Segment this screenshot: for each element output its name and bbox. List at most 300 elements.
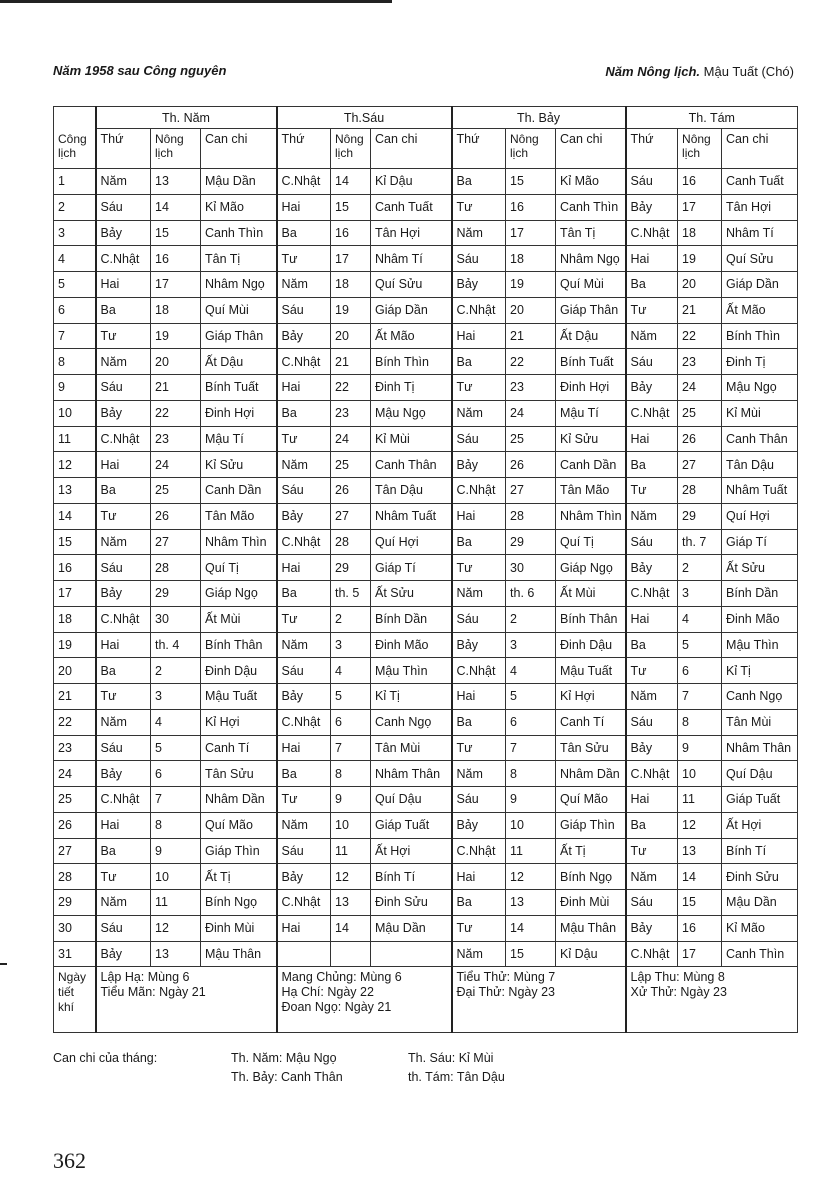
lunar-day: 23 [678, 349, 722, 375]
can-chi: Nhâm Thân [722, 735, 798, 761]
can-chi: Kỉ Mùi [371, 426, 452, 452]
can-chi: Mậu Thân [201, 941, 277, 967]
can-chi: Giáp Ngọ [201, 581, 277, 607]
table-row [54, 941, 798, 967]
day-number: 2 [54, 194, 96, 220]
lunar-day: 27 [151, 529, 201, 555]
weekday: Bảy [96, 220, 151, 246]
weekday: Hai [626, 787, 678, 813]
lunar-day: th. 4 [151, 632, 201, 658]
lunar-day: 15 [506, 941, 556, 967]
weekday: Sáu [96, 555, 151, 581]
can-chi: Đinh Tị [722, 349, 798, 375]
can-chi: Kỉ Dậu [556, 941, 626, 967]
can-chi: Tân Mão [201, 503, 277, 529]
can-chi: Canh Dần [556, 452, 626, 478]
can-chi: Tân Dậu [722, 452, 798, 478]
lunar-day: 24 [331, 426, 371, 452]
weekday: Năm [277, 452, 331, 478]
weekday: Tư [452, 194, 506, 220]
day-number: 18 [54, 606, 96, 632]
lunar-day: 22 [506, 349, 556, 375]
lunar-day: 19 [331, 297, 371, 323]
lunar-day: 2 [506, 606, 556, 632]
lunar-day: 17 [151, 272, 201, 298]
lunar-day: th. 6 [506, 581, 556, 607]
table-row [54, 555, 798, 581]
can-chi: Mậu Tuất [201, 684, 277, 710]
weekday: Ba [626, 272, 678, 298]
footer-item-month-5: Th. Năm: Mậu Ngọ [231, 1051, 337, 1065]
lunar-year-value: Mậu Tuất (Chó) [703, 64, 794, 79]
weekday: C.Nhật [452, 297, 506, 323]
lunar-day: 13 [506, 890, 556, 916]
weekday: Năm [96, 349, 151, 375]
can-chi: Ất Tị [556, 838, 626, 864]
day-number: 17 [54, 581, 96, 607]
weekday: Sáu [452, 426, 506, 452]
weekday: Tư [96, 503, 151, 529]
can-chi: Quí Sửu [722, 246, 798, 272]
lunar-day: 6 [331, 709, 371, 735]
solar-terms-cell [452, 967, 626, 1033]
solar-terms-cell [277, 967, 452, 1033]
weekday: Sáu [452, 246, 506, 272]
weekday: Tư [626, 478, 678, 504]
day-number: 1 [54, 169, 96, 195]
can-chi: Mậu Ngọ [722, 375, 798, 401]
weekday: Ba [277, 400, 331, 426]
header-nong-lich-line: Nông [155, 132, 184, 146]
weekday: Năm [96, 890, 151, 916]
weekday: C.Nhật [277, 709, 331, 735]
lunar-day: 25 [151, 478, 201, 504]
can-chi: Giáp Thìn [201, 838, 277, 864]
can-chi: Giáp Tuất [722, 787, 798, 813]
weekday: Tư [96, 684, 151, 710]
month-header-row [54, 107, 798, 129]
weekday: Năm [626, 323, 678, 349]
can-chi: Mậu Thìn [722, 632, 798, 658]
weekday: Ba [277, 220, 331, 246]
lunar-day: 11 [151, 890, 201, 916]
lunar-day: 28 [331, 529, 371, 555]
table-row [54, 684, 798, 710]
day-number: 30 [54, 915, 96, 941]
can-chi: Kỉ Mùi [722, 400, 798, 426]
weekday: Bảy [452, 812, 506, 838]
weekday: Ba [452, 709, 506, 735]
lunar-day: 18 [506, 246, 556, 272]
solar-terms-label-line: tiết [58, 985, 75, 1000]
can-chi: Ất Dậu [556, 323, 626, 349]
can-chi: Nhâm Ngọ [556, 246, 626, 272]
solar-term: Tiểu Mãn: Ngày 21 [100, 985, 206, 1000]
header-nong-lich [151, 129, 201, 169]
lunar-day: 13 [151, 941, 201, 967]
weekday: Bảy [452, 632, 506, 658]
can-chi: Nhâm Thìn [201, 529, 277, 555]
table-row [54, 838, 798, 864]
weekday: Bảy [452, 272, 506, 298]
weekday: Hai [277, 735, 331, 761]
lunar-day: 30 [151, 606, 201, 632]
can-chi: Nhâm Tuất [371, 503, 452, 529]
weekday: Sáu [626, 890, 678, 916]
table-row [54, 606, 798, 632]
lunar-day: 8 [678, 709, 722, 735]
weekday: Ba [96, 297, 151, 323]
weekday: Hai [96, 632, 151, 658]
weekday: C.Nhật [452, 838, 506, 864]
weekday: Năm [277, 812, 331, 838]
lunar-day: 18 [151, 297, 201, 323]
can-chi: Nhâm Ngọ [201, 272, 277, 298]
header-can-chi: Can chi [722, 129, 798, 169]
lunar-day: 10 [331, 812, 371, 838]
can-chi: Nhâm Dần [201, 787, 277, 813]
weekday: Bảy [96, 761, 151, 787]
can-chi: Quí Dậu [371, 787, 452, 813]
lunar-day: 9 [331, 787, 371, 813]
table-row [54, 864, 798, 890]
table-row [54, 478, 798, 504]
header-nong-lich [331, 129, 371, 169]
can-chi: Tân Hợi [371, 220, 452, 246]
can-chi: Tân Sửu [201, 761, 277, 787]
header-nong-lich-line: Nông [335, 132, 364, 146]
lunar-day: 4 [331, 658, 371, 684]
weekday: Tư [626, 838, 678, 864]
weekday: Hai [626, 606, 678, 632]
weekday: Tư [277, 246, 331, 272]
weekday: Năm [452, 581, 506, 607]
can-chi: Ất Sửu [722, 555, 798, 581]
can-chi: Bính Ngọ [556, 864, 626, 890]
lunar-day: 10 [506, 812, 556, 838]
weekday: Sáu [277, 478, 331, 504]
can-chi: Canh Dần [201, 478, 277, 504]
lunar-day: 25 [331, 452, 371, 478]
can-chi: Giáp Thân [556, 297, 626, 323]
weekday: Hai [96, 812, 151, 838]
lunar-day: 20 [506, 297, 556, 323]
lunar-day: 11 [331, 838, 371, 864]
weekday: Sáu [626, 709, 678, 735]
lunar-day: 29 [506, 529, 556, 555]
table-row [54, 761, 798, 787]
lunar-day: 22 [331, 375, 371, 401]
can-chi: Bính Thân [556, 606, 626, 632]
lunar-day: 6 [151, 761, 201, 787]
solar-terms-label [54, 967, 96, 1033]
can-chi: Mậu Thân [556, 915, 626, 941]
can-chi: Quí Tị [201, 555, 277, 581]
lunar-day: 26 [331, 478, 371, 504]
header-nong-lich-line: lịch [335, 146, 354, 160]
can-chi: Giáp Ngọ [556, 555, 626, 581]
can-chi: Giáp Thân [201, 323, 277, 349]
month-header: Th. Tám [626, 107, 798, 129]
lunar-day: th. 7 [678, 529, 722, 555]
column-header-row [54, 129, 798, 169]
lunar-day: 8 [506, 761, 556, 787]
footer-item-month-7: Th. Bảy: Canh Thân [231, 1070, 343, 1084]
lunar-day: 16 [678, 169, 722, 195]
lunar-day: 17 [506, 220, 556, 246]
lunar-day: 23 [151, 426, 201, 452]
weekday: Bảy [277, 503, 331, 529]
lunar-day: 21 [678, 297, 722, 323]
lunar-day: 29 [331, 555, 371, 581]
day-number: 19 [54, 632, 96, 658]
can-chi: Ất Mùi [201, 606, 277, 632]
weekday: Tư [96, 864, 151, 890]
weekday: Ba [277, 761, 331, 787]
table-row [54, 297, 798, 323]
weekday: Bảy [96, 941, 151, 967]
weekday: Hai [452, 864, 506, 890]
can-chi: Canh Tí [556, 709, 626, 735]
lunar-day: 12 [151, 915, 201, 941]
weekday: Sáu [626, 349, 678, 375]
solar-terms-cell [96, 967, 277, 1033]
lunar-day: 11 [678, 787, 722, 813]
can-chi: Mậu Dần [201, 169, 277, 195]
can-chi: Tân Sửu [556, 735, 626, 761]
can-chi: Kỉ Sửu [201, 452, 277, 478]
header-cong-lich-line: lịch [58, 145, 77, 160]
weekday: Hai [277, 375, 331, 401]
can-chi: Đinh Dậu [556, 632, 626, 658]
weekday: Năm [626, 503, 678, 529]
header-cong-lich-line: Công [58, 131, 87, 146]
header-nong-lich-line: lịch [682, 146, 701, 160]
lunar-day: 7 [331, 735, 371, 761]
can-chi: Quí Mùi [201, 297, 277, 323]
table-row [54, 581, 798, 607]
header-can-chi: Can chi [201, 129, 277, 169]
day-number: 24 [54, 761, 96, 787]
table-row [54, 169, 798, 195]
weekday: Ba [452, 169, 506, 195]
lunar-day: 27 [331, 503, 371, 529]
lunar-day: 15 [678, 890, 722, 916]
lunar-day: th. 5 [331, 581, 371, 607]
table-row [54, 915, 798, 941]
lunar-day: 14 [678, 864, 722, 890]
lunar-day: 27 [678, 452, 722, 478]
weekday: Bảy [96, 400, 151, 426]
lunar-day: 23 [506, 375, 556, 401]
weekday: Bảy [626, 735, 678, 761]
weekday: Hai [277, 194, 331, 220]
lunar-day: 13 [331, 890, 371, 916]
lunar-day: 17 [331, 246, 371, 272]
lunar-day: 3 [678, 581, 722, 607]
table-row [54, 503, 798, 529]
weekday: C.Nhật [626, 581, 678, 607]
can-chi: Canh Thìn [722, 941, 798, 967]
can-chi: Canh Tí [201, 735, 277, 761]
lunar-day: 8 [331, 761, 371, 787]
table-row [54, 812, 798, 838]
can-chi: Bính Thìn [722, 323, 798, 349]
can-chi: Ất Mão [722, 297, 798, 323]
weekday: Ba [96, 658, 151, 684]
weekday: Năm [452, 941, 506, 967]
weekday: Năm [452, 400, 506, 426]
lunar-day: 2 [151, 658, 201, 684]
table-row [54, 787, 798, 813]
can-chi: Canh Ngọ [371, 709, 452, 735]
table-row [54, 452, 798, 478]
can-chi: Ất Mão [371, 323, 452, 349]
lunar-day: 5 [678, 632, 722, 658]
can-chi: Đinh Tị [371, 375, 452, 401]
can-chi: Quí Mão [556, 787, 626, 813]
weekday: Năm [626, 684, 678, 710]
solar-term: Đoan Ngọ: Ngày 21 [281, 1000, 392, 1015]
lunar-day: 15 [331, 194, 371, 220]
weekday: Bảy [96, 581, 151, 607]
day-number: 23 [54, 735, 96, 761]
weekday: Hai [452, 323, 506, 349]
lunar-day: 12 [331, 864, 371, 890]
lunar-day: 27 [506, 478, 556, 504]
weekday: Tư [96, 323, 151, 349]
lunar-day: 14 [506, 915, 556, 941]
header-thu: Thứ [96, 129, 151, 169]
weekday: Bảy [277, 323, 331, 349]
header-cong-lich [54, 129, 96, 169]
weekday: Sáu [277, 658, 331, 684]
weekday: C.Nhật [626, 761, 678, 787]
table-row [54, 632, 798, 658]
weekday: Sáu [452, 606, 506, 632]
can-chi: Canh Thân [371, 452, 452, 478]
weekday: Ba [626, 452, 678, 478]
can-chi: Nhâm Thân [371, 761, 452, 787]
page-header-year: Năm 1958 sau Công nguyên [53, 63, 227, 78]
lunar-day: 13 [151, 169, 201, 195]
weekday: C.Nhật [277, 349, 331, 375]
can-chi: Quí Mùi [556, 272, 626, 298]
header-thu: Thứ [452, 129, 506, 169]
lunar-day: 26 [678, 426, 722, 452]
table-row [54, 426, 798, 452]
can-chi: Giáp Tí [371, 555, 452, 581]
solar-terms-cell [626, 967, 798, 1033]
day-number: 28 [54, 864, 96, 890]
lunar-day: 6 [678, 658, 722, 684]
weekday: C.Nhật [96, 246, 151, 272]
weekday: C.Nhật [277, 169, 331, 195]
lunar-day: 14 [331, 915, 371, 941]
table-row [54, 658, 798, 684]
lunar-day: 16 [678, 915, 722, 941]
weekday: Năm [96, 709, 151, 735]
can-chi: Giáp Tí [722, 529, 798, 555]
lunar-day: 20 [151, 349, 201, 375]
weekday: Bảy [452, 452, 506, 478]
table-row [54, 529, 798, 555]
can-chi: Kỉ Dậu [371, 169, 452, 195]
day-number: 13 [54, 478, 96, 504]
lunar-day: 14 [331, 169, 371, 195]
lunar-day: 21 [151, 375, 201, 401]
day-number: 16 [54, 555, 96, 581]
solar-terms-label-line: Ngày [58, 970, 87, 985]
can-chi: Đinh Sửu [722, 864, 798, 890]
table-row [54, 375, 798, 401]
lunar-day: 13 [678, 838, 722, 864]
lunar-day: 21 [506, 323, 556, 349]
can-chi: Tân Mùi [371, 735, 452, 761]
lunar-day: 4 [151, 709, 201, 735]
day-number: 5 [54, 272, 96, 298]
lunar-day: 9 [151, 838, 201, 864]
weekday: Ba [277, 581, 331, 607]
table-row [54, 220, 798, 246]
weekday: Tư [277, 606, 331, 632]
lunar-day: 10 [151, 864, 201, 890]
day-number: 26 [54, 812, 96, 838]
lunar-day: 9 [678, 735, 722, 761]
can-chi: Nhâm Tí [722, 220, 798, 246]
day-number: 9 [54, 375, 96, 401]
lunar-day: 12 [678, 812, 722, 838]
can-chi: Kỉ Mão [722, 915, 798, 941]
weekday: C.Nhật [626, 941, 678, 967]
can-chi: Quí Tị [556, 529, 626, 555]
can-chi: Canh Tuất [371, 194, 452, 220]
lunar-day: 24 [506, 400, 556, 426]
lunar-day: 14 [151, 194, 201, 220]
can-chi: Đinh Hợi [556, 375, 626, 401]
can-chi: Bính Thân [201, 632, 277, 658]
lunar-day: 5 [151, 735, 201, 761]
lunar-day: 4 [678, 606, 722, 632]
can-chi: Kỉ Tị [371, 684, 452, 710]
lunar-day: 19 [678, 246, 722, 272]
can-chi: Giáp Dần [371, 297, 452, 323]
weekday: C.Nhật [277, 529, 331, 555]
header-thu: Thứ [277, 129, 331, 169]
weekday: Sáu [452, 787, 506, 813]
weekday: Tư [626, 297, 678, 323]
lunar-day: 2 [331, 606, 371, 632]
weekday: Sáu [96, 735, 151, 761]
footer-label: Can chi của tháng: [53, 1051, 158, 1065]
lunar-day: 20 [678, 272, 722, 298]
weekday: Bảy [277, 684, 331, 710]
lunar-day: 3 [331, 632, 371, 658]
header-nong-lich [678, 129, 722, 169]
weekday: Tư [277, 787, 331, 813]
header-can-chi: Can chi [371, 129, 452, 169]
lunar-day: 2 [678, 555, 722, 581]
weekday: Hai [277, 555, 331, 581]
footer-item-month-6: Th. Sáu: Kỉ Mùi [408, 1051, 494, 1065]
weekday: Sáu [277, 297, 331, 323]
weekday: Sáu [626, 529, 678, 555]
solar-term: Lập Hạ: Mùng 6 [100, 970, 190, 985]
can-chi: Mậu Ngọ [371, 400, 452, 426]
month-header: Th.Sáu [277, 107, 452, 129]
lunar-day: 29 [678, 503, 722, 529]
header-nong-lich-line: Nông [510, 132, 539, 146]
